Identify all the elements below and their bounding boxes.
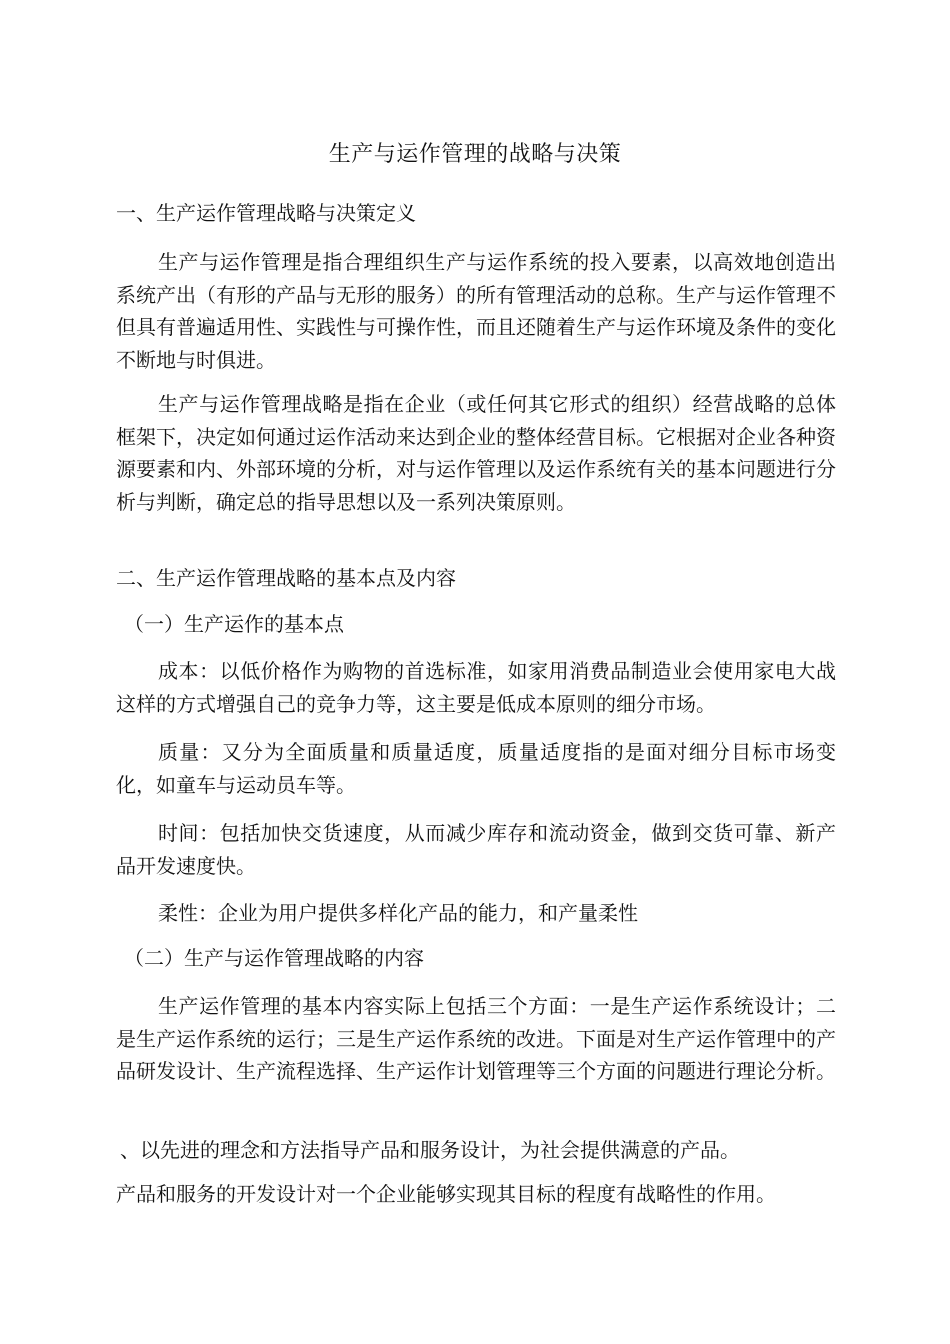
- document-title: 生产与运作管理的战略与决策: [328, 142, 622, 167]
- last-line: 产品和服务的开发设计对一个企业能够实现其目标的程度有战略性的作用。: [116, 1182, 776, 1206]
- fragment-line: 、以先进的理念和方法指导产品和服务设计，为社会提供满意的产品。: [120, 1138, 740, 1162]
- section-heading-1: 一、生产运作管理战略与决策定义: [116, 201, 416, 225]
- section-heading-2: 二、生产运作管理战略的基本点及内容: [116, 566, 456, 590]
- paragraph-definition-2: 生产与运作管理战略是指在企业（或任何其它形式的组织）经营战略的总体框架下，决定如何通过运作活动来达到企业的整体经营目标。它根据对企业各种资源要素和内、外部环境的分析，对与运作管理以及运作系统有关的基本问题进行分析与判断，确定总的指导思想以及一系列决策原则。: [116, 392, 836, 514]
- subsection-heading-1: （一）生产运作的基本点: [124, 612, 344, 636]
- paragraph-content: 生产运作管理的基本内容实际上包括三个方面：一是生产运作系统设计；二是生产运作系统的运行；三是生产运作系统的改进。下面是对生产运作管理中的产品研发设计、生产流程选择、生产运作计划管理等三个方面的问题进行理论分析。: [116, 994, 836, 1083]
- paragraph-time: 时间：包括加快交货速度，从而减少库存和流动资金，做到交货可靠、新产品开发速度快。: [116, 821, 836, 878]
- subsection-heading-2: （二）生产与运作管理战略的内容: [124, 946, 424, 970]
- paragraph-definition-1: 生产与运作管理是指合理组织生产与运作系统的投入要素，以高效地创造出系统产出（有形的产品与无形的服务）的所有管理活动的总称。生产与运作管理不但具有普遍适用性、实践性与可操作性，而且还随着生产与运作环境及条件的变化不断地与时俱进。: [116, 250, 836, 372]
- paragraph-quality: 质量：又分为全面质量和质量适度，质量适度指的是面对细分目标市场变化，如童车与运动员车等。: [116, 740, 836, 797]
- paragraph-cost: 成本：以低价格作为购物的首选标准，如家用消费品制造业会使用家电大战这样的方式增强自己的竞争力等，这主要是低成本原则的细分市场。: [116, 659, 836, 716]
- paragraph-flexibility: 柔性：企业为用户提供多样化产品的能力，和产量柔性: [158, 901, 638, 925]
